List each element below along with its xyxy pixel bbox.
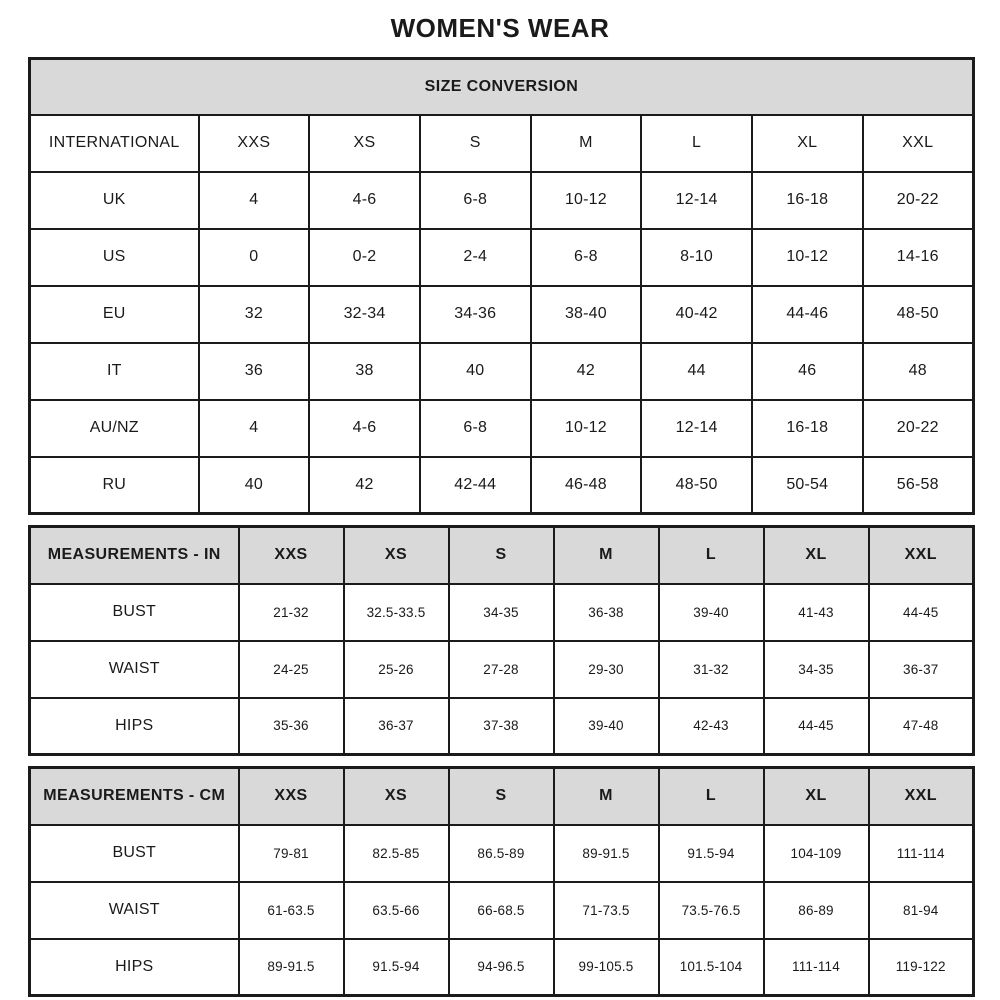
table-cell: 56-58 [863, 457, 974, 514]
table-cell: 104-109 [764, 825, 869, 882]
table-cell: 99-105.5 [554, 939, 659, 996]
table-cell: 6-8 [420, 172, 531, 229]
table-row-bust-cm [30, 825, 974, 882]
table-cell: 47-48 [869, 698, 974, 755]
table-cell: 89-91.5 [554, 825, 659, 882]
table-cell: 4 [199, 400, 310, 457]
col-header-xxs: XXS [239, 527, 344, 584]
table-cell: 16-18 [752, 172, 863, 229]
table-cell: 14-16 [863, 229, 974, 286]
header-row [30, 527, 974, 584]
table-cell: 35-36 [239, 698, 344, 755]
table-cell: 0-2 [309, 229, 420, 286]
table-row-waist-in [30, 641, 974, 698]
col-header-xl: XL [764, 768, 869, 825]
table-cell: 4-6 [309, 172, 420, 229]
measurements-cm-table [28, 766, 975, 997]
row-label: RU [30, 457, 199, 514]
col-header-m: M [531, 115, 642, 172]
table-cell: 48-50 [863, 286, 974, 343]
table-row-it [30, 343, 974, 400]
table-cell: 29-30 [554, 641, 659, 698]
row-label: HIPS [30, 939, 239, 996]
table-cell: 48-50 [641, 457, 752, 514]
table-cell: 36 [199, 343, 310, 400]
table-cell: 44-45 [869, 584, 974, 641]
table-row-eu [30, 286, 974, 343]
table-cell: 42 [531, 343, 642, 400]
col-header-xs: XS [344, 768, 449, 825]
col-header-xs: XS [344, 527, 449, 584]
row-label: BUST [30, 825, 239, 882]
table-cell: 0 [199, 229, 310, 286]
table-cell: 8-10 [641, 229, 752, 286]
table-cell: 91.5-94 [659, 825, 764, 882]
table-cell: 12-14 [641, 400, 752, 457]
row-label: WAIST [30, 641, 239, 698]
table-cell: 10-12 [531, 172, 642, 229]
row-label: EU [30, 286, 199, 343]
table-cell: 42 [309, 457, 420, 514]
table-cell: 73.5-76.5 [659, 882, 764, 939]
table-cell: 63.5-66 [344, 882, 449, 939]
table-cell: 36-37 [344, 698, 449, 755]
col-header-xxl: XXL [869, 527, 974, 584]
table-row-bust-in [30, 584, 974, 641]
table-cell: 37-38 [449, 698, 554, 755]
table-cell: 44-45 [764, 698, 869, 755]
table-cell: 82.5-85 [344, 825, 449, 882]
col-header-xxl: XXL [863, 115, 974, 172]
table-row-waist-cm [30, 882, 974, 939]
table-cell: 38-40 [531, 286, 642, 343]
col-header-measurements-in: MEASUREMENTS - IN [30, 527, 239, 584]
col-header-l: L [659, 768, 764, 825]
table-cell: 34-35 [449, 584, 554, 641]
row-label: AU/NZ [30, 400, 199, 457]
table-cell: 16-18 [752, 400, 863, 457]
table-row-ru [30, 457, 974, 514]
table-cell: 36-38 [554, 584, 659, 641]
table-row-uk [30, 172, 974, 229]
table-cell: 21-32 [239, 584, 344, 641]
table-cell: 101.5-104 [659, 939, 764, 996]
col-header-xxs: XXS [239, 768, 344, 825]
table-row-hips-in [30, 698, 974, 755]
table-cell: 32 [199, 286, 310, 343]
row-label: HIPS [30, 698, 239, 755]
table-cell: 46 [752, 343, 863, 400]
col-header-international: INTERNATIONAL [30, 115, 199, 172]
col-header-xxl: XXL [869, 768, 974, 825]
table-row-hips-cm [30, 939, 974, 996]
row-label: US [30, 229, 199, 286]
table-cell: 2-4 [420, 229, 531, 286]
table-cell: 94-96.5 [449, 939, 554, 996]
size-conversion-title: SIZE CONVERSION [30, 59, 974, 115]
header-row [30, 768, 974, 825]
table-cell: 27-28 [449, 641, 554, 698]
col-header-l: L [659, 527, 764, 584]
table-cell: 66-68.5 [449, 882, 554, 939]
table-cell: 61-63.5 [239, 882, 344, 939]
table-cell: 39-40 [554, 698, 659, 755]
table-cell: 119-122 [869, 939, 974, 996]
col-header-m: M [554, 768, 659, 825]
table-row-aunz [30, 400, 974, 457]
col-header-xl: XL [752, 115, 863, 172]
table-cell: 91.5-94 [344, 939, 449, 996]
table-cell: 42-44 [420, 457, 531, 514]
col-header-xxs: XXS [199, 115, 310, 172]
row-label: WAIST [30, 882, 239, 939]
table-cell: 20-22 [863, 172, 974, 229]
col-header-l: L [641, 115, 752, 172]
row-label: IT [30, 343, 199, 400]
table-cell: 24-25 [239, 641, 344, 698]
table-cell: 34-36 [420, 286, 531, 343]
table-cell: 39-40 [659, 584, 764, 641]
table-cell: 32.5-33.5 [344, 584, 449, 641]
table-cell: 89-91.5 [239, 939, 344, 996]
table-cell: 6-8 [420, 400, 531, 457]
table-cell: 10-12 [752, 229, 863, 286]
col-header-xl: XL [764, 527, 869, 584]
table-cell: 86-89 [764, 882, 869, 939]
table-cell: 40 [199, 457, 310, 514]
table-cell: 38 [309, 343, 420, 400]
table-cell: 34-35 [764, 641, 869, 698]
row-label: UK [30, 172, 199, 229]
table-cell: 20-22 [863, 400, 974, 457]
table-cell: 79-81 [239, 825, 344, 882]
table-cell: 42-43 [659, 698, 764, 755]
measurements-in-table [28, 525, 975, 756]
col-header-m: M [554, 527, 659, 584]
table-cell: 10-12 [531, 400, 642, 457]
table-cell: 81-94 [869, 882, 974, 939]
table-cell: 31-32 [659, 641, 764, 698]
col-header-measurements-cm: MEASUREMENTS - CM [30, 768, 239, 825]
table-cell: 41-43 [764, 584, 869, 641]
table-cell: 71-73.5 [554, 882, 659, 939]
table-cell: 86.5-89 [449, 825, 554, 882]
col-header-s: S [449, 768, 554, 825]
table-cell: 32-34 [309, 286, 420, 343]
table-cell: 111-114 [869, 825, 974, 882]
table-cell: 40 [420, 343, 531, 400]
header-row [30, 115, 974, 172]
table-title-row [30, 59, 974, 115]
size-conversion-table [28, 57, 975, 515]
table-cell: 44 [641, 343, 752, 400]
table-cell: 4-6 [309, 400, 420, 457]
table-row-us [30, 229, 974, 286]
table-cell: 50-54 [752, 457, 863, 514]
table-cell: 40-42 [641, 286, 752, 343]
table-cell: 4 [199, 172, 310, 229]
table-cell: 48 [863, 343, 974, 400]
col-header-s: S [420, 115, 531, 172]
table-cell: 44-46 [752, 286, 863, 343]
page-title: WOMEN'S WEAR [390, 13, 610, 43]
table-cell: 12-14 [641, 172, 752, 229]
table-cell: 36-37 [869, 641, 974, 698]
table-cell: 111-114 [764, 939, 869, 996]
table-cell: 25-26 [344, 641, 449, 698]
row-label: BUST [30, 584, 239, 641]
col-header-xs: XS [309, 115, 420, 172]
table-cell: 46-48 [531, 457, 642, 514]
col-header-s: S [449, 527, 554, 584]
table-cell: 6-8 [531, 229, 642, 286]
